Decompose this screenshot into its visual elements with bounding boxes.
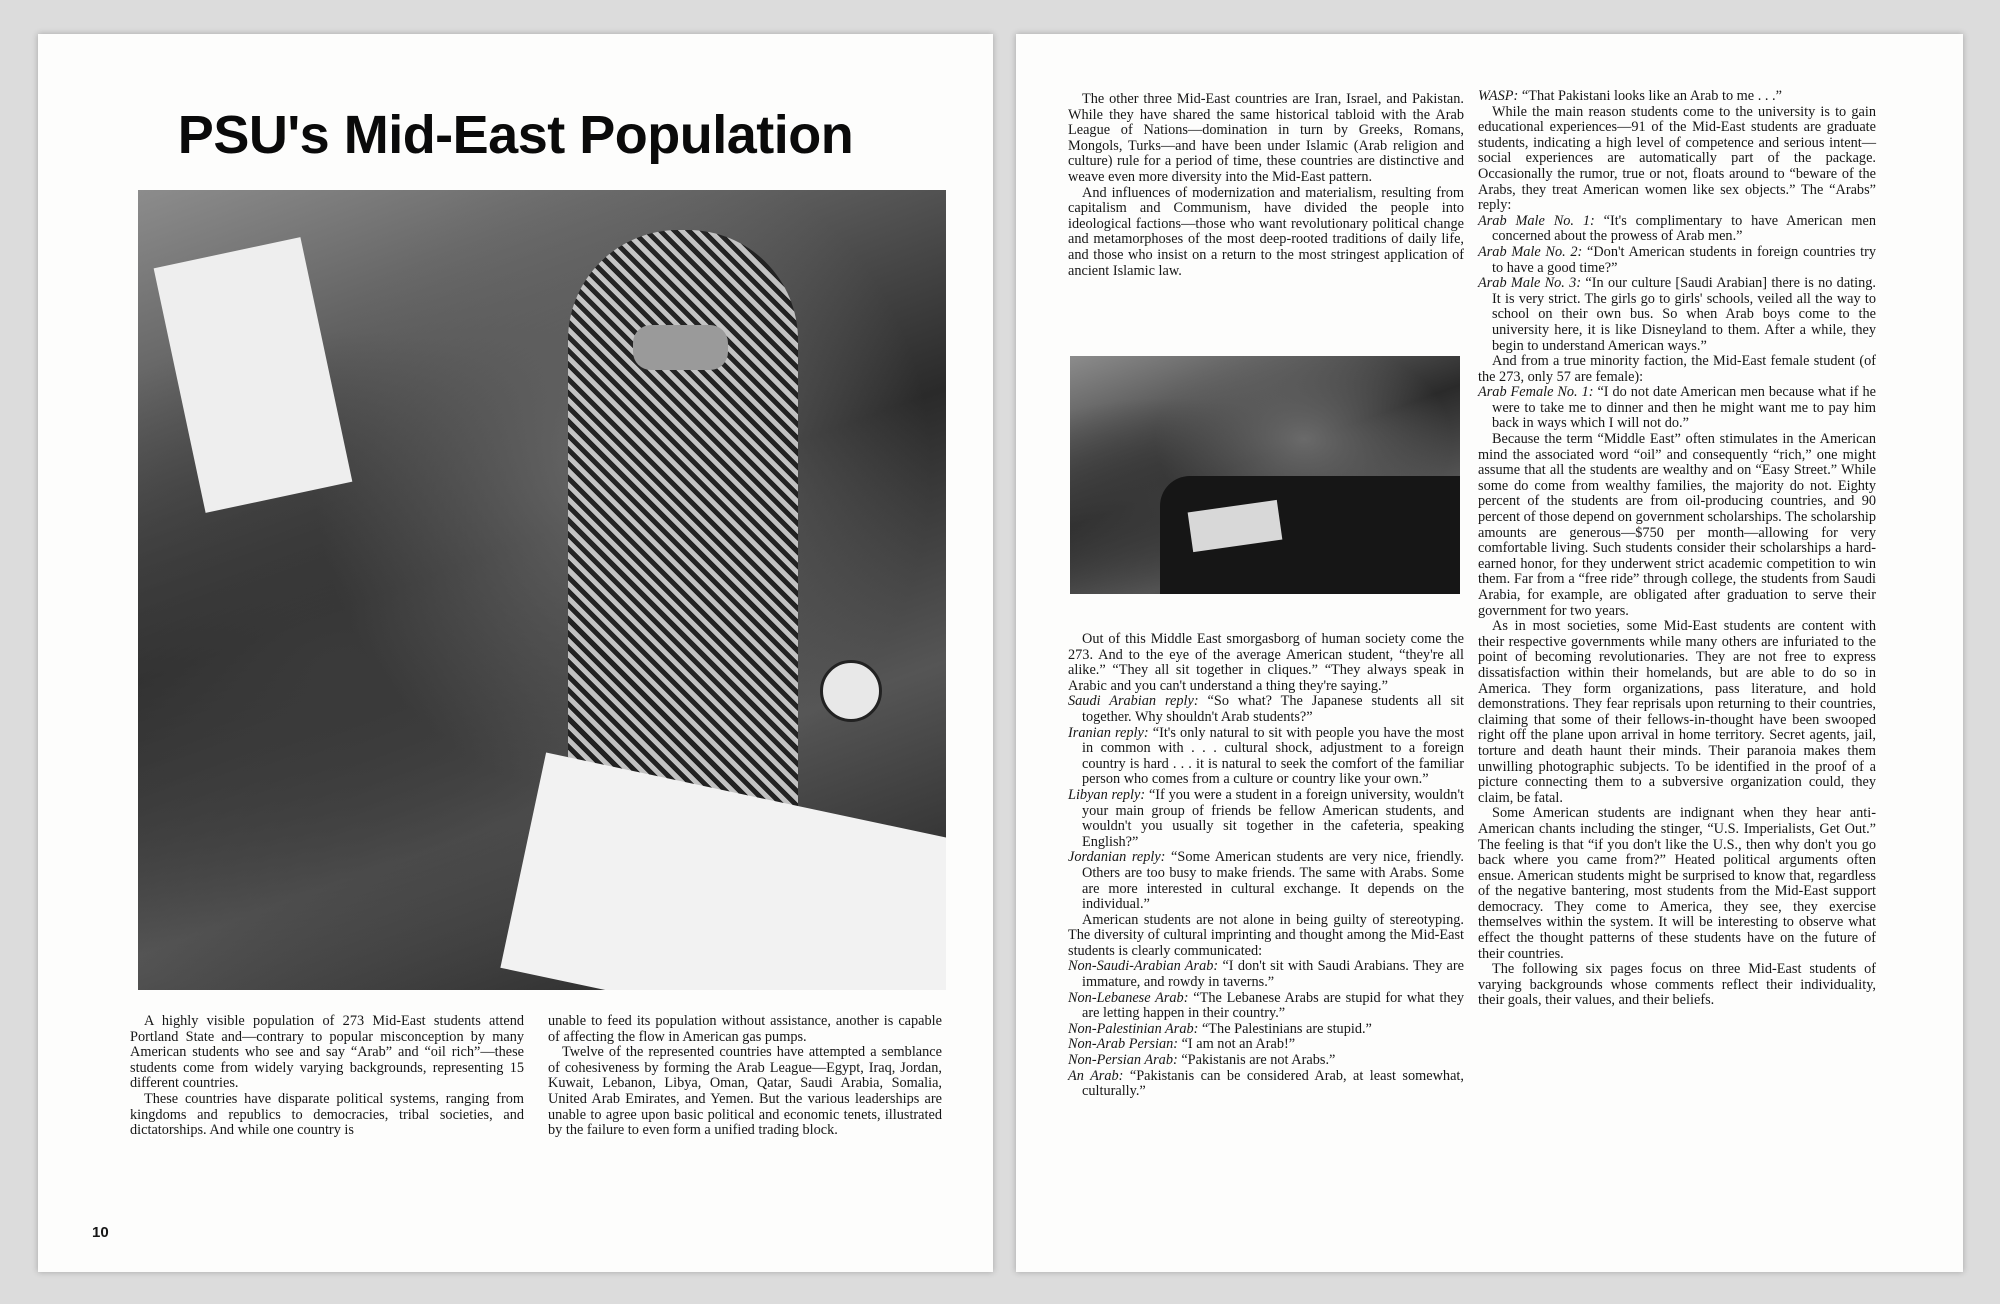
quote-reply <box>1068 959 1464 990</box>
speaker-label: Iranian reply: <box>1068 724 1149 741</box>
speaker-label: Non-Persian Arab: <box>1068 1052 1178 1069</box>
paragraph: The other three Mid-East countries are Iran, Israel, and Pakistan. While they have shared the same historical tabloid with the Arab League of Nations—domination in turn by Greeks, Romans, Mongols, Turks—and have been under Islamic (Arab religion and culture) rule for a period of time, these countries are distinctive and weave even more diversity into the Mid-East pattern. <box>1068 91 1464 185</box>
face-eyes <box>633 325 728 370</box>
quote-text: “I am not an Arab!” <box>1178 1036 1296 1053</box>
speaker-label: Non-Lebanese Arab: <box>1068 989 1189 1006</box>
quote-reply <box>1068 1037 1464 1053</box>
quote-reply <box>1068 1053 1464 1069</box>
quote-text: “The Lebanese Arabs are stupid for what they are letting happen in their country.” <box>1082 989 1465 1022</box>
paragraph: Out of this Middle East smorgasborg of human society come the 273. And to the eye of the average American student, “they're all alike.” “They all sit together in cliques.” “They always speak in Arabic and you can't understand a thing they're saying.” <box>1068 631 1464 694</box>
paragraph: Because the term “Middle East” often stimulates in the American mind the associated word “oil” and consequently “rich,” one might assume that all the students are wealthy and on “Easy Street.” While some do come from wealthy families, the majority do not. Eighty percent of the students are from oil-producing countries, and 90 percent of those depend on government scholarships. The scholarship amounts are generous—$750 per month—allowing for very comfortable living. Such students consider their scholarships a hard-earned honor, for they underwent strict academic competition to win them. Far from a “free ride” through college, the students from Saudi Arabia, for example, are obligated after graduation to serve their government for two years. <box>1478 431 1876 619</box>
quote-reply <box>1068 694 1464 725</box>
speaker-label: Jordanian reply: <box>1068 849 1166 866</box>
speaker-label: Non-Palestinian Arab: <box>1068 1020 1199 1037</box>
left-page <box>38 34 993 1272</box>
quote-text: “Pakistanis can be considered Arab, at least somewhat, culturally.” <box>1082 1067 1464 1100</box>
article-title: PSU's Mid-East Population <box>177 105 854 165</box>
quote-reply <box>1478 276 1876 354</box>
page-number: 10 <box>92 1224 109 1241</box>
paragraph: And influences of modernization and materialism, resulting from capitalism and Communism, have divided the people into ideological factions—those who want revolutionary political change and metamorphoses of the most deep-rooted traditions of daily life, and those who insist on a return to the most stringest application of ancient Islamic law. <box>1068 184 1464 279</box>
quote-text: “So what? The Japanese students all sit together. Why shouldn't Arab students?” <box>1082 693 1464 725</box>
paper-mask-figure <box>154 237 353 513</box>
quote-reply <box>1478 214 1876 245</box>
quote-text: “Pakistanis are not Arabs.” <box>1177 1052 1336 1069</box>
paragraph: A highly visible population of 273 Mid-East students attend Portland State and—contrary to popular misconception by many American students who see and say “Arab” and “oil rich”—these students come from widely varying backgrounds, representing 15 different countries. <box>130 1013 524 1092</box>
paragraph: And from a true minority faction, the Mid-East female student (of the 273, only 57 are female): <box>1478 353 1876 385</box>
paragraph: The following six pages focus on three Mid-East students of varying backgrounds whose comments reflect their individuality, their goals, their values, and their beliefs. <box>1478 961 1876 1009</box>
paragraph: As in most societies, some Mid-East students are content with their respective governments while many others are infuriated to the point of becoming revolutionaries. They are not free to express dissatisfaction within their homelands, but are able to do so in America. They form organizations, pass literature, and hold demonstrations. They fear reprisals upon returning to their countries, claiming that some of their fellows-in-thought have been swooped right off the plane upon arrival in home territory. Secret agents, jail, torture and death haunt their minds. Their paranoia makes them unwilling photographic subjects. To be identified in the proof of a picture connecting them to a subversive organization could, they claim, be fatal. <box>1478 618 1876 806</box>
quote-text: “If you were a student in a foreign university, wouldn't your main group of friends be fellow American students, and wouldn't you usually sit together in the cafeteria, speaking English?” <box>1082 786 1464 850</box>
quote-text: “It's complimentary to have American men concerned about the prowess of Arab men.” <box>1492 212 1876 245</box>
speaker-label: An Arab: <box>1068 1067 1124 1084</box>
speaker-label: Arab Male No. 3: <box>1478 275 1582 292</box>
paragraph: Twelve of the represented countries have attempted a semblance of cohesiveness by forming the Arab League—Egypt, Iraq, Jordan, Kuwait, Lebanon, Libya, Oman, Qatar, Saudi Arabia, Somalia, United Arab Emirates, and Yemen. But the various leaderships are unable to agree upon basic political and economic tenets, illustrated by the failure to even form a unified trading block. <box>548 1044 942 1139</box>
quote-text: “Some American students are very nice, friendly. Others are too busy to make friends. The same with Arabs. Some are more interested in cultural exchange. It depends on the individual.” <box>1082 849 1465 913</box>
quote-reply <box>1068 1022 1464 1038</box>
paragraph: American students are not alone in being guilty of stereotyping. The diversity of cultural imprinting and thought among the Mid-East students is clearly communicated: <box>1068 911 1464 959</box>
lapel-badge <box>820 660 882 722</box>
left-column-2 <box>548 1014 942 1139</box>
right-column-2 <box>1478 89 1876 1009</box>
paragraph: These countries have disparate political systems, ranging from kingdoms and republics to democracies, tribal societies, and dictatorships. And while one country is <box>130 1090 524 1139</box>
speaker-label: WASP: <box>1478 88 1519 104</box>
quote-reply <box>1478 385 1876 432</box>
quote-text: “I do not date American men because what if he were to take me to dinner and then he might want me to pay him back in ways which I will not do.” <box>1492 384 1876 432</box>
speaker-label: Saudi Arabian reply: <box>1068 693 1199 710</box>
quote-reply <box>1068 991 1464 1022</box>
quote-text: “It's only natural to sit with people you have the most in common with . . . cultural shock, adjustment to a foreign country is hard . . . it is natural to seek the comfort of the familiar person who comes from a culture or country like your own.” <box>1082 724 1464 788</box>
quote-text: “In our culture [Saudi Arabian] there is no dating. It is very strict. The girls go to girls' schools, veiled all the way to school on their own bus. So when Arab boys come to the university here, it is like Disneyland to them. After a while, they begin to understand American ways.” <box>1492 275 1876 354</box>
protest-photo <box>138 190 946 990</box>
paragraph: While the main reason students come to the university is to gain educational experiences—91 of the Mid-East students are graduate students, indicating a high level of competence and serious intent—social experiences are automatically part of the package. Occasionally the rumor, true or not, floats around to “beware of the Arabs, they treat American women like sex objects.” The “Arabs” reply: <box>1478 103 1876 214</box>
speaker-label: Non-Saudi-Arabian Arab: <box>1068 958 1219 975</box>
speaker-label: Arab Male No. 2: <box>1478 243 1583 260</box>
left-column-1 <box>130 1014 524 1139</box>
speaker-label: Arab Female No. 1: <box>1478 384 1594 401</box>
paragraph: unable to feed its population without assistance, another is capable of affecting the flow in American gas pumps. <box>548 1013 942 1045</box>
speaker-label: Libyan reply: <box>1068 786 1146 803</box>
quote-text: “The Palestinians are stupid.” <box>1198 1020 1372 1037</box>
quote-reply <box>1478 89 1876 105</box>
speaker-label: Non-Arab Persian: <box>1068 1036 1178 1053</box>
quote-reply <box>1068 850 1464 912</box>
paragraph: Some American students are indignant when they hear anti-American chants including the stinger, “U.S. Imperialists, Get Out.” The feeling is that “if you don't like the U.S., then why don't you go back where you came from?” Heated political arguments often ensue. American students might be surprised to know that, regardless of the negative bantering, most students from the Mid-East support democracy. They come to America, they see, they exercise themselves within the system. It will be interesting to observe what effect the thought patterns of these students have on the future of their countries. <box>1478 805 1876 962</box>
right-page <box>1016 34 1963 1272</box>
right-column-1-top <box>1068 92 1464 279</box>
quote-reply <box>1068 788 1464 850</box>
cafeteria-photo <box>1070 356 1460 594</box>
quote-text: “That Pakistani looks like an Arab to me . . .” <box>1518 88 1782 104</box>
quote-reply <box>1068 1069 1464 1100</box>
right-column-1-bottom <box>1068 632 1464 1100</box>
quote-text: “Don't American students in foreign countries try to have a good time?” <box>1492 243 1876 276</box>
quote-reply <box>1478 245 1876 276</box>
quote-reply <box>1068 726 1464 788</box>
quote-text: “I don't sit with Saudi Arabians. They are immature, and rowdy in taverns.” <box>1082 958 1464 991</box>
speaker-label: Arab Male No. 1: <box>1478 212 1595 229</box>
